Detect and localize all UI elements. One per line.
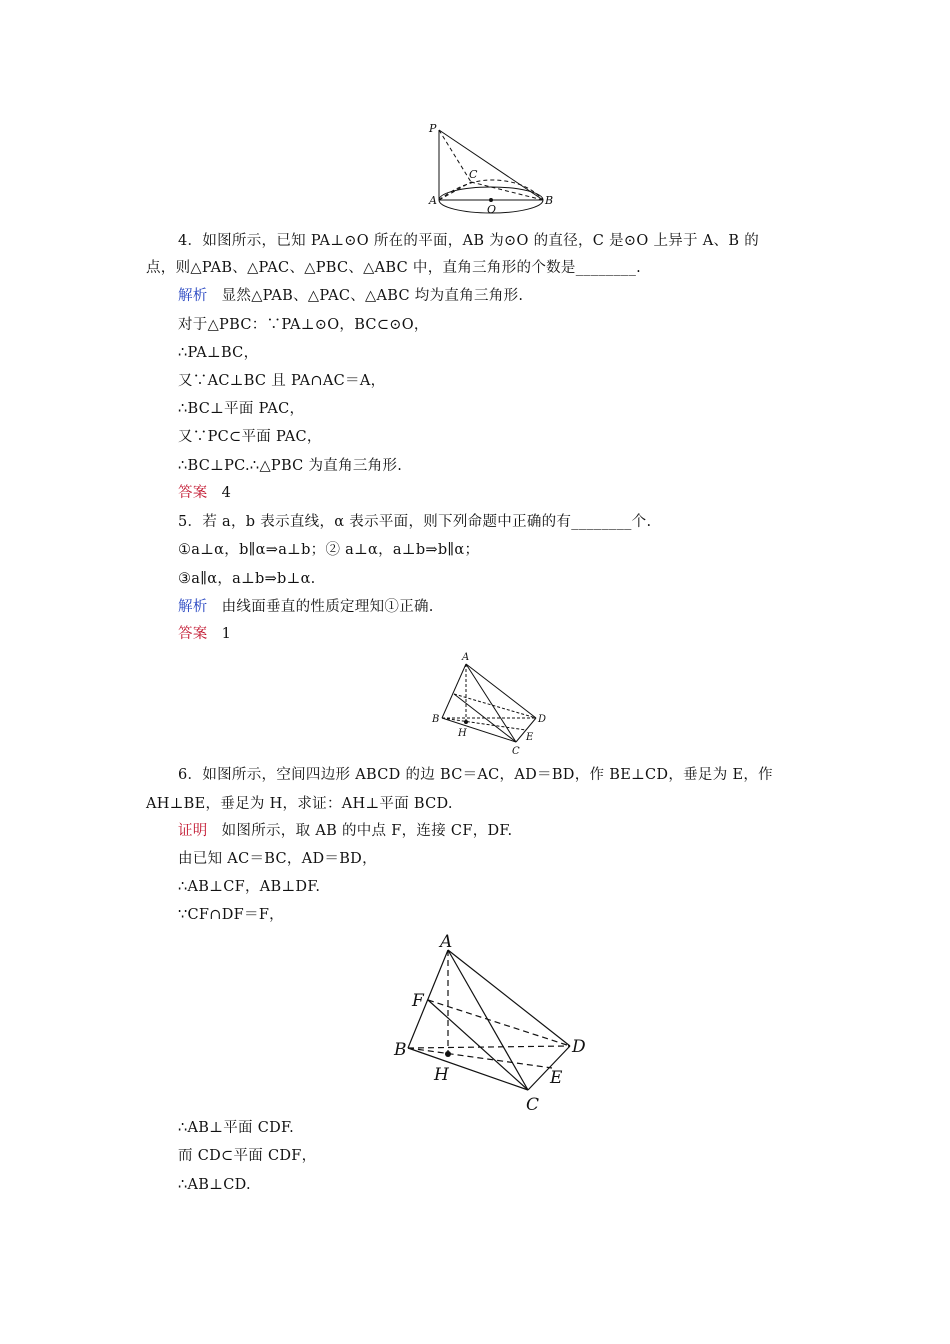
label-O: O	[487, 203, 497, 216]
problem4-analysis	[178, 286, 523, 306]
problem4-step: ∴BC⊥PC.∴△PBC 为直角三角形.	[178, 458, 403, 474]
label-H: H	[458, 728, 467, 739]
label-H: H	[434, 1065, 449, 1085]
problem4-stem-line2: 点，则△PAB、△PAC、△PBC、△ABC 中，直角三角形的个数是________.	[146, 260, 642, 276]
label-E: E	[550, 1068, 563, 1088]
problem4-answer	[178, 483, 231, 503]
problem6-step: ∴AB⊥CD.	[178, 1177, 251, 1193]
analysis-text: 显然△PAB、△PAC、△ABC 均为直角三角形.	[221, 288, 524, 304]
problem6-stem-line1: 6．如图所示，空间四边形 ABCD 的边 BC＝AC，AD＝BD，作 BE⊥CD，垂足为 E，作	[178, 767, 773, 783]
problem5-option-line1: ①a⊥α，b∥α⇒a⊥b；② a⊥α，a⊥b⇒b∥α；	[178, 542, 480, 558]
label-C: C	[512, 746, 520, 757]
label-E: E	[526, 732, 534, 743]
figure-cone-circle	[425, 118, 560, 218]
problem6-stem-line2: AH⊥BE，垂足为 H，求证：AH⊥平面 BCD.	[146, 796, 453, 812]
problem6-step: ∴AB⊥CF，AB⊥DF.	[178, 879, 321, 895]
problem4-step: ∴PA⊥BC，	[178, 345, 259, 361]
problem5-analysis	[178, 597, 434, 617]
figure-tetrahedron-small	[430, 650, 555, 760]
answer-tag: 答案	[178, 485, 208, 501]
label-B: B	[545, 194, 554, 207]
proof-tag: 证明	[178, 823, 208, 839]
problem6-proof	[178, 821, 512, 841]
proof-text: 如图所示，取 AB 的中点 F，连接 CF，DF.	[221, 823, 513, 839]
problem6-step: 而 CD⊂平面 CDF，	[178, 1148, 317, 1164]
problem6-step: ∴AB⊥平面 CDF.	[178, 1120, 295, 1136]
analysis-text: 由线面垂直的性质定理知①正确.	[221, 599, 434, 615]
label-D: D	[538, 714, 547, 725]
problem5-stem: 5．若 a，b 表示直线，α 表示平面，则下列命题中正确的有________个.	[178, 514, 652, 530]
label-D: D	[572, 1037, 586, 1057]
answer-text: 4	[221, 485, 232, 501]
problem4-step: 又∵AC⊥BC 且 PA∩AC＝A，	[178, 373, 386, 389]
analysis-tag: 解析	[178, 599, 208, 615]
answer-text: 1	[221, 626, 232, 642]
label-B: B	[432, 714, 440, 725]
label-C: C	[469, 168, 478, 181]
problem4-stem-line1: 4．如图所示，已知 PA⊥⊙O 所在的平面，AB 为⊙O 的直径，C 是⊙O 上异于 A、B 的	[178, 233, 759, 249]
label-P: P	[429, 122, 437, 135]
label-F: F	[412, 991, 424, 1011]
problem5-answer	[178, 624, 231, 644]
problem4-step: 又∵PC⊂平面 PAC，	[178, 429, 322, 445]
problem6-step: 由已知 AC＝BC，AD＝BD，	[178, 851, 377, 867]
problem5-option-line2: ③a∥α，a⊥b⇒b⊥α.	[178, 571, 316, 587]
analysis-tag: 解析	[178, 288, 208, 304]
label-A: A	[429, 194, 437, 207]
label-C: C	[526, 1095, 540, 1115]
problem4-step: ∴BC⊥平面 PAC，	[178, 401, 305, 417]
problem6-step: ∵CF∩DF＝F，	[178, 907, 284, 923]
label-A: A	[440, 932, 453, 952]
answer-tag: 答案	[178, 626, 208, 642]
problem4-step: 对于△PBC：∵PA⊥⊙O，BC⊂⊙O，	[178, 317, 429, 333]
label-B: B	[394, 1040, 407, 1060]
figure-tetrahedron-large	[390, 928, 600, 1118]
label-A: A	[462, 652, 470, 663]
